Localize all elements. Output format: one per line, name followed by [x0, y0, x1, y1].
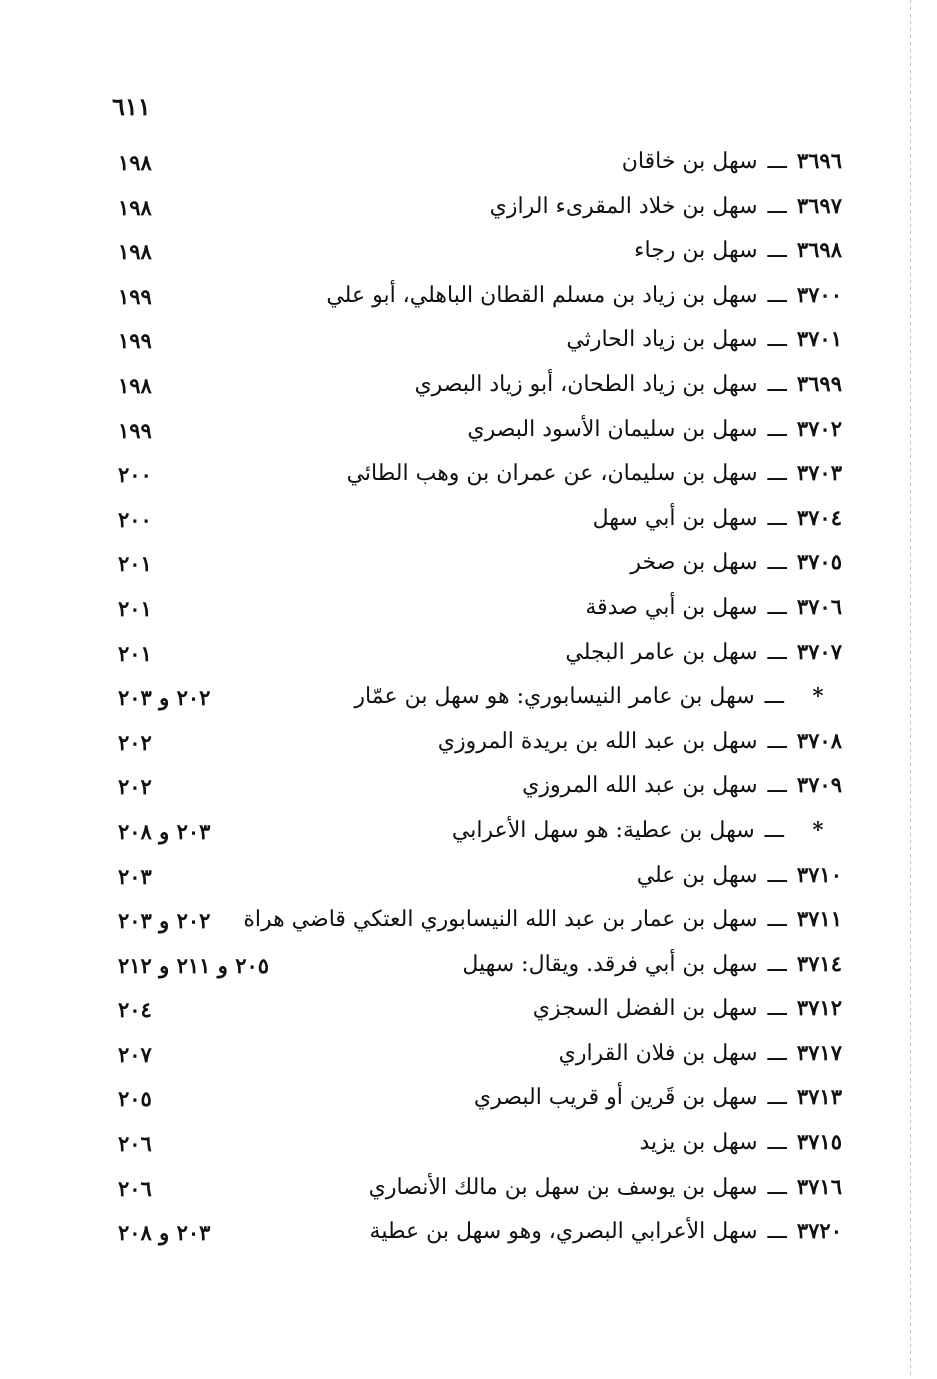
entry-number: ٣٧٠٩: [796, 772, 842, 798]
entry-name: سهل بن قَرين أو قريب البصري: [473, 1085, 758, 1111]
index-entry: [110, 1034, 842, 1079]
index-entry: [110, 722, 842, 767]
entry-text: [522, 772, 842, 798]
entry-name: سهل بن زياد بن مسلم القطان الباهلي، أبو علي: [326, 282, 758, 308]
entry-separator: ـــ: [767, 639, 787, 665]
entry-pages: ٢٠٦: [118, 1131, 152, 1157]
index-entry: [110, 1078, 842, 1123]
entry-text: [585, 594, 842, 620]
entry-name: سهل بن عبد الله بن بريدة المروزي: [437, 728, 758, 754]
index-entry: [110, 766, 842, 811]
entry-number: ٣٧٠٧: [796, 638, 842, 664]
entry-pages: ١٩٩: [118, 328, 152, 354]
entry-separator: ـــ: [767, 951, 787, 977]
entry-separator: ـــ: [767, 594, 787, 620]
entry-name: سهل بن خلاد المقرىء الرازي: [489, 193, 758, 219]
entry-separator: ـــ: [767, 1130, 787, 1156]
index-entry: [110, 499, 842, 544]
index-entry: [110, 320, 842, 365]
entry-number: ٣٦٩٦: [796, 148, 842, 173]
entry-number: ٣٧٠٦: [796, 593, 842, 619]
entry-text: [438, 728, 842, 754]
entry-name: سهل بن رجاء: [634, 238, 758, 264]
page-edge-line: [910, 0, 911, 1379]
index-entry: [110, 454, 842, 499]
entry-name: سهل بن عامر البجلي: [565, 639, 758, 665]
entry-name: سهل بن علي: [636, 862, 758, 888]
index-entry: [110, 1212, 842, 1257]
entry-separator: ـــ: [764, 817, 784, 843]
index-entry: [110, 187, 842, 232]
entry-name: سهل بن أبي فرقد. ويقال: سهيل: [462, 951, 758, 977]
page-number: ٦١١: [112, 92, 151, 121]
entry-separator: ـــ: [767, 1040, 787, 1066]
entry-number: ٣٧١٣: [796, 1084, 842, 1110]
entry-text: [326, 282, 842, 308]
entry-pages: ٢٠٧: [118, 1041, 152, 1067]
entry-separator: ـــ: [767, 1085, 787, 1111]
entry-number: ٣٧٠٣: [796, 460, 842, 486]
entry-number: ٣٧١١: [796, 906, 842, 932]
entry-name: سهل بن عبد الله المروزي: [522, 773, 758, 799]
entry-name: سهل بن الفضل السجزي: [532, 996, 758, 1022]
entry-number: ٣٧١٠: [796, 861, 842, 887]
entry-pages: ٢٠٢: [118, 729, 152, 755]
entry-number: ٣٧٠٠: [796, 281, 842, 307]
entry-pages: ٢٠٢ و ٢٠٣: [118, 685, 211, 711]
index-entry: [110, 365, 842, 410]
entry-number: ٣٧١٧: [796, 1039, 842, 1065]
entry-pages: ٢٠٥: [118, 1086, 152, 1112]
entry-pages: ٢٠٣ و ٢٠٨: [118, 818, 211, 844]
index-entry: [110, 945, 842, 990]
entry-separator: ـــ: [764, 684, 784, 710]
index-entry: [110, 677, 842, 722]
index-entry: [110, 1123, 842, 1168]
entry-separator: ـــ: [767, 461, 787, 487]
entry-separator: ـــ: [767, 1174, 787, 1200]
entry-pages: ٢٠٢: [118, 774, 152, 800]
index-entry: [110, 989, 842, 1034]
entry-pages: ٢٠٥ و ٢١١ و ٢١٢: [118, 952, 270, 978]
entry-number: ٣٦٩٨: [796, 237, 842, 263]
entry-pages: ٢٠٠: [118, 506, 152, 532]
index-entry: [110, 811, 842, 856]
entry-text: [467, 416, 842, 442]
entry-pages: ١٩٨: [118, 372, 152, 398]
entry-text: [634, 237, 842, 263]
entry-pages: ٢٠٠: [118, 462, 152, 488]
entry-name: سهل بن عمار بن عبد الله النيسابوري العتكي قاضي هراة: [243, 907, 758, 933]
entry-separator: ـــ: [767, 327, 787, 353]
entry-separator: ـــ: [767, 996, 787, 1022]
entry-pages: ١٩٨: [118, 194, 152, 220]
entry-pages: ١٩٨: [118, 150, 152, 175]
entry-pages: ٢٠٤: [118, 997, 152, 1023]
entry-name: سهل بن فلان القراري: [558, 1040, 758, 1066]
entry-pages: ٢٠١: [118, 640, 152, 666]
entry-pages: ١٩٩: [118, 283, 152, 309]
entry-text: [640, 1129, 843, 1155]
entry-separator: ـــ: [767, 149, 787, 174]
entry-text: [474, 1084, 842, 1110]
index-entry: [110, 142, 842, 187]
entry-separator: ـــ: [767, 1219, 787, 1245]
entry-name: سهل بن يوسف بن سهل بن مالك الأنصاري: [368, 1174, 758, 1200]
index-entry: [110, 231, 842, 276]
entry-text: [637, 862, 842, 888]
entry-name: سهل بن سليمان، عن عمران بن وهب الطائي: [346, 461, 758, 487]
entry-separator: ـــ: [767, 371, 787, 397]
entry-text: [565, 639, 842, 665]
entry-text: [243, 906, 842, 932]
entry-separator: ـــ: [767, 193, 787, 219]
entry-text: [630, 549, 842, 575]
entry-number: ٣٧٠٤: [796, 504, 842, 530]
entry-name: سهل بن زياد الحارثي: [566, 327, 758, 353]
entry-number: ٣٦٩٩: [796, 370, 842, 396]
entry-name: سهل بن عامر النيسابوري: هو سهل بن عمّار: [354, 684, 755, 710]
entry-separator: ـــ: [767, 862, 787, 888]
entry-pages: ٢٠٦: [118, 1175, 152, 1201]
entry-number: ٣٧١٢: [796, 995, 842, 1021]
entry-text: [370, 1218, 842, 1244]
index-entry: [110, 1168, 842, 1213]
entry-name: سهل بن يزيد: [639, 1130, 758, 1156]
entry-name: سهل بن عطية: هو سهل الأعرابي: [451, 817, 755, 843]
entry-pages: ٢٠٣: [118, 863, 152, 889]
entry-separator: ـــ: [767, 773, 787, 799]
entry-separator: ـــ: [767, 728, 787, 754]
entry-number: ٣٧١٥: [796, 1129, 842, 1155]
entry-number: ٣٧٠٥: [796, 549, 842, 575]
entry-separator: ـــ: [767, 282, 787, 308]
cross-reference-marker: *: [812, 816, 824, 842]
entry-number: ٣٦٩٧: [796, 192, 842, 218]
entry-text: [354, 683, 842, 709]
entry-pages: ١٩٨: [118, 239, 152, 265]
entry-text: [566, 326, 842, 352]
entry-number: ٣٧٢٠: [796, 1218, 842, 1244]
entry-number: ٣٧٠٢: [796, 415, 842, 441]
entry-name: سهل بن صخر: [630, 550, 758, 576]
entry-separator: ـــ: [767, 238, 787, 264]
index-entry: [110, 276, 842, 321]
entry-name: سهل بن زياد الطحان، أبو زياد البصري: [414, 371, 758, 397]
index-entry: [110, 633, 842, 678]
entry-text: [452, 817, 842, 843]
entry-pages: ٢٠٣ و ٢٠٨: [118, 1220, 211, 1246]
entry-text: [347, 460, 842, 486]
entry-number: ٣٧١٤: [796, 950, 842, 976]
entry-pages: ١٩٩: [118, 417, 152, 443]
index-entry: [110, 900, 842, 945]
entry-text: [593, 505, 842, 531]
entry-name: سهل بن أبي صدقة: [585, 594, 758, 620]
entry-text: [533, 995, 842, 1021]
entry-separator: ـــ: [767, 416, 787, 442]
entry-number: ٣٧١٦: [796, 1173, 842, 1199]
entry-number: ٣٧٠١: [796, 326, 842, 352]
entry-text: [490, 193, 842, 219]
entry-text: [414, 371, 842, 397]
entry-text: [622, 148, 842, 174]
entry-number: ٣٧٠٨: [796, 727, 842, 753]
entry-separator: ـــ: [767, 550, 787, 576]
entry-pages: ٢٠١: [118, 595, 152, 621]
entry-name: سهل بن أبي سهل: [592, 505, 758, 531]
cross-reference-marker: *: [812, 683, 824, 709]
entry-text: [369, 1174, 842, 1200]
entry-name: سهل بن خاقان: [621, 149, 758, 174]
index-entry: [110, 410, 842, 455]
entry-pages: ٢٠٢ و ٢٠٣: [118, 908, 211, 934]
entry-separator: ـــ: [767, 505, 787, 531]
entry-name: سهل بن سليمان الأسود البصري: [467, 416, 758, 442]
index-entry: [110, 543, 842, 588]
entry-pages: ٢٠١: [118, 551, 152, 577]
entry-name: سهل الأعرابي البصري، وهو سهل بن عطية: [369, 1219, 758, 1245]
index-entries: [110, 142, 842, 1257]
entry-text: [462, 951, 842, 977]
entry-separator: ـــ: [767, 907, 787, 933]
index-entry: [110, 588, 842, 633]
entry-text: [559, 1040, 842, 1066]
index-entry: [110, 856, 842, 901]
